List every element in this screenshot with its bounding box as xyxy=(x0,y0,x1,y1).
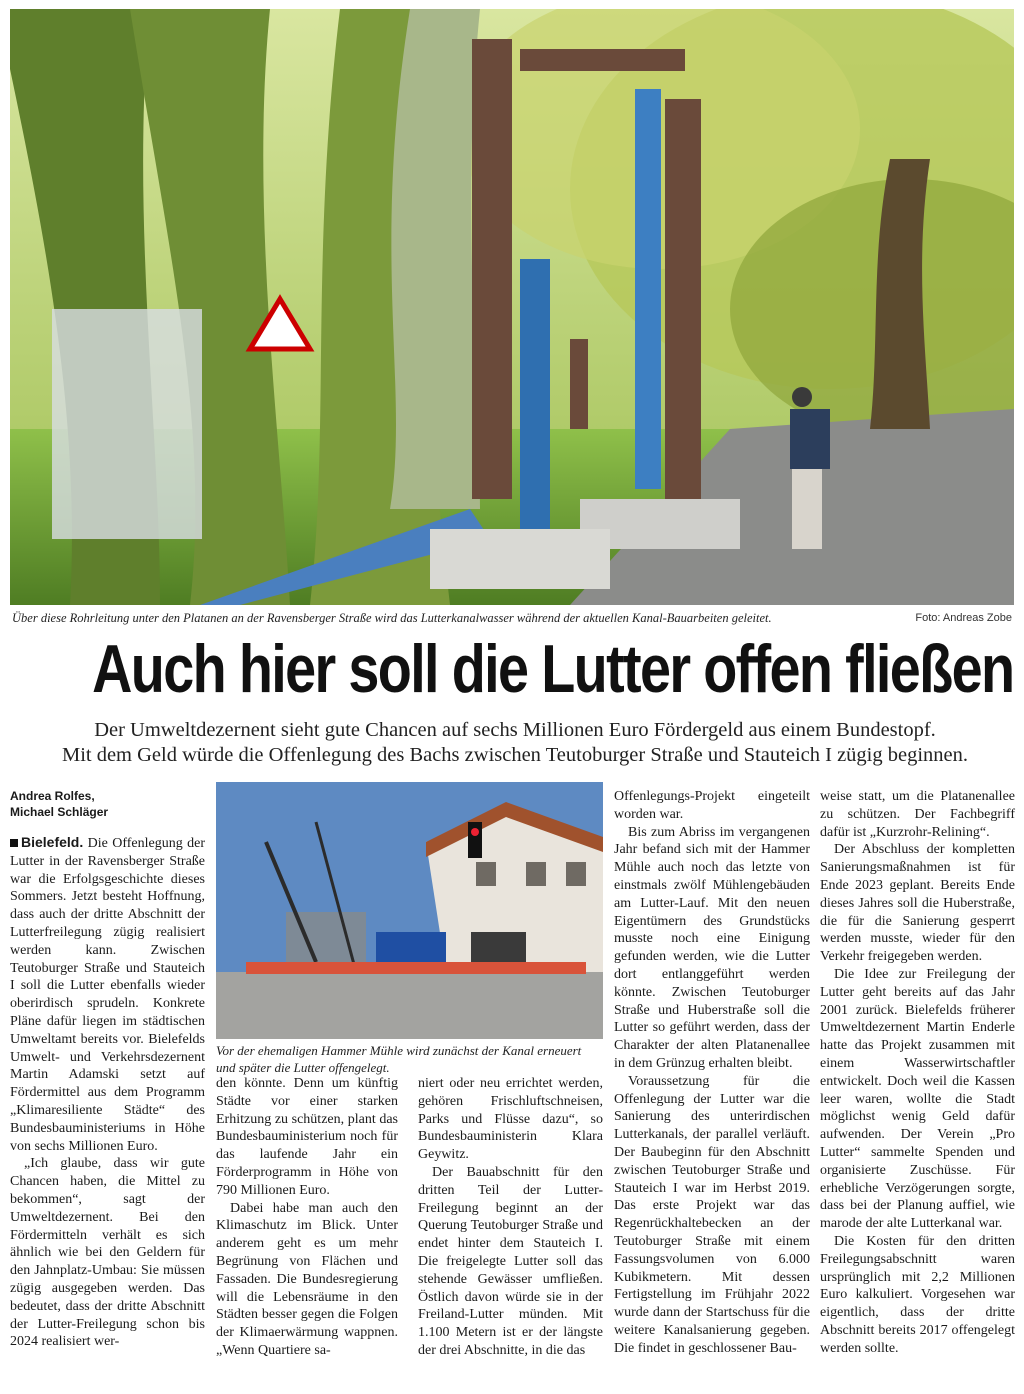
article-column-2 xyxy=(216,1075,398,1360)
secondary-photo-caption: Vor der ehemaligen Hammer Mühle wird zunächst der Kanal erneuert und später die Lutter offengelegt. xyxy=(216,1043,582,1075)
author-2: Michael Schläger xyxy=(10,805,109,819)
author-1: Andrea Rolfes, xyxy=(10,789,95,803)
col5-p3: Die Idee zur Freilegung der Lutter geht bereits auf das Jahr 2001 zurück. Bielefelds früherer Umweltdezernent Martin Enderle hatte das Projekt zusammen mit einem Wasserwirtschaftler entwickelt. Doch weil die Kassen leer waren, wollte die Stadt möglichst wenig Geld dafür aufwenden. Der Verein „Pro Lutter“ sammelte Spenden und organisierte Zuschüsse. Für erhebliche Verzögerungen sorgte, dass bei der Planung auffiel, wie marode der alte Lutterkanal war. xyxy=(820,966,1015,1232)
col4-p3: Voraussetzung für die Offenlegung der Lutter war die Sanierung des unterirdischen Lutterkanals, der parallel verläuft. Der Baubeginn für den Abschnitt zwischen Teutoburger Straße und Stauteich I war im Herbst 2019. Das erste Projekt war das Regenrückhaltebecken an der Teutoburger Straße mit einem Fassungsvolumen von 6.000 Kubikmetern. Mit dessen Fertigstellung im Frühjahr 2022 wurde dann der Startschuss für die weitere Kanalsanierung gegeben. Die findet in geschlossener Bau- xyxy=(614,1073,810,1356)
main-photo-caption: Über diese Rohrleitung unter den Platanen an der Ravensberger Straße wird das Lutterkanalwasser während der aktuellen Kanal-Bauarbeiten geleitet. xyxy=(12,611,772,625)
col3-p1: niert oder neu errichtet werden, gehören Frischluftschneisen, Parks und Flüsse dazu“, so Bundesbauministerin Klara Geywitz. xyxy=(418,1076,603,1163)
main-photo xyxy=(10,9,1014,605)
col1-p1: Die Offenlegung der Lutter in der Ravensberger Straße war die Erfolgsgeschichte dieses Sommers. Jetzt besteht Hoffnung, dass auch der dritte Abschnitt der Lutterfreilegung zügig realisiert werden kann. Zwischen Teutoburger Straße und Stauteich I soll die Lutter ebenfalls wieder oberirdisch sprudeln. Konkrete Pläne dafür liegen im städtischen Umweltamt bereits vor. Bielefelds Umwelt- und Verkehrsdezernent Martin Adamski setzt auf Fördermittel aus dem Programm „Klimaresiliente Städte“ des Bundesbauministeriums in Höhe von sechs Millionen Euro. xyxy=(10,836,206,1154)
headline: Auch hier soll die Lutter offen fließen xyxy=(92,631,1014,707)
article-column-4 xyxy=(614,788,810,1358)
secondary-photo xyxy=(216,782,603,1039)
col5-p2: Der Abschluss der kompletten Sanierungsmaßnahmen ist für Ende 2023 geplant. Bereits Ende dieses Jahres soll die Huberstraße, die für die Sanierung gesperrt werden musste, wieder für den Verkehr freigegeben werden. xyxy=(820,842,1015,965)
col4-p2: Bis zum Abriss im vergangenen Jahr befand sich mit der Hammer Mühle auch noch das letzte von einstmals zwölf Mühlengebäuden am Lutter-Lauf. Mit den neuen Eigentümern des Grundstücks musste noch eine Einigung gefunden werden, wie die Lutter dort entlanggeführt werden könnte. Zwischen Teutoburger Straße und Huberstraße soll die Lutter so geführt werden, dass der Charakter der alten Platanenallee in dem Grünzug erhalten bleibt. xyxy=(614,824,810,1071)
article-column-1 xyxy=(10,788,205,1351)
subhead-line-2: Mit dem Geld würde die Offenlegung des Bachs zwischen Teutoburger Straße und Stauteich I zügig beginnen. xyxy=(61,744,969,766)
article-column-5 xyxy=(820,788,1015,1358)
col5-p4: Die Kosten für den dritten Freilegungsabschnitt waren ursprünglich mit 2,2 Millionen Euro kalkuliert. Vorgesehen war eigentlich, dass der dritte Abschnitt bereits 2017 offengelegt werden sollte. xyxy=(820,1233,1015,1356)
photo-credit: Foto: Andreas Zobe xyxy=(915,612,1012,624)
col3-p2: Der Bauabschnitt für den dritten Teil der Lutter-Freilegung beginnt an der Querung Teutoburger Straße und endet hinter dem Stauteich I. Die freigelegte Lutter soll das stehende Gewässer umfließen. Östlich davon würde sie in der Freiland-Lutter münden. Mit 1.100 Metern ist er der längste der drei Abschnitte, in die das xyxy=(418,1164,603,1358)
col4-p1: Offenlegungs-Projekt eingeteilt worden war. xyxy=(614,789,810,822)
subhead-line-1: Der Umweltdezernent sieht gute Chancen auf sechs Millionen Euro Fördergeld aus einem Bundestopf. xyxy=(94,719,936,741)
byline xyxy=(10,788,205,820)
subheadline xyxy=(20,718,1010,768)
col5-p1: weise statt, um die Platanenallee zu schützen. Der Fachbegriff dafür ist „Kurzrohr-Relining“. xyxy=(820,789,1015,840)
dateline: Bielefeld. xyxy=(21,834,84,850)
lead-paragraph xyxy=(10,834,205,1155)
col2-p2: Dabei habe man auch den Klimaschutz im Blick. Unter anderem geht es um mehr Begrünung von Flächen und Fassaden. Die Bundesregierung will die Lebensräume in den Städten besser gegen die Folgen der Klimaerwärmung wappnen. „Wenn Quartiere sa- xyxy=(216,1200,398,1358)
col2-p1: den könnte. Denn um künftig Städte vor einer starken Erhitzung zu schützen, plant das Bundesbauministerium noch für das laufende Jahr ein Förderprogramm in Höhe von 790 Millionen Euro. xyxy=(216,1076,398,1198)
dateline-square-icon xyxy=(10,839,18,847)
article-column-3 xyxy=(418,1075,603,1360)
col1-p2: „Ich glaube, dass wir gute Chancen haben, die Mittel zu bekommen“, sagt der Umweltdezernent. Bei den Fördermitteln verhält es sich ähnlich wie bei den Geldern für den Jahnplatz-Umbau: Sie müssen zügig ausgegeben werden. Das bedeutet, dass der dritte Abschnitt der Lutter-Freilegung schon bis 2024 realisiert wer- xyxy=(10,1156,205,1350)
